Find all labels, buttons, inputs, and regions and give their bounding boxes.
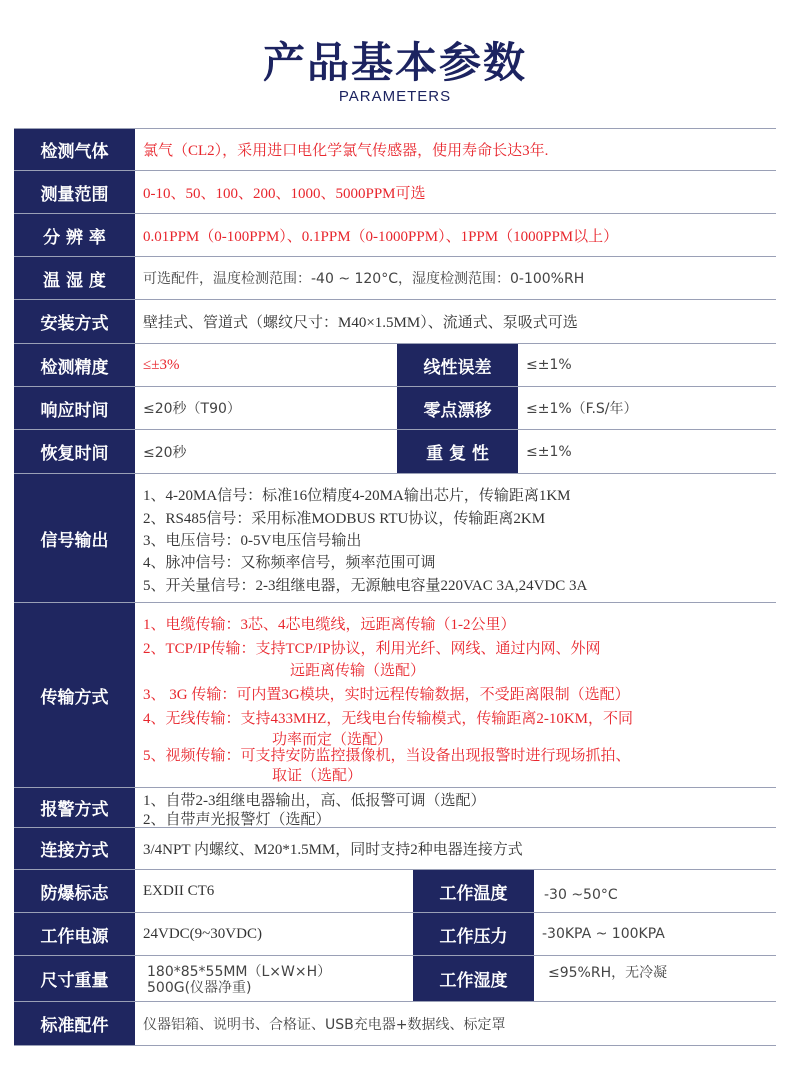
transmission-line: 4、无线传输：支持433MHZ，无线电台传输模式，传输距离2-10KM，不同	[143, 711, 634, 727]
label-transmission: 传输方式	[14, 603, 135, 787]
row-accuracy	[14, 343, 776, 386]
transmission-line: 2、TCP/IP传输：支持TCP/IP协议，利用光纤、网线、通过内网、外网	[143, 641, 601, 657]
row-temp-humidity	[14, 256, 776, 299]
signal-line: 3、电压信号：0-5V电压信号输出	[143, 533, 362, 549]
row-accessories	[14, 1001, 776, 1046]
label-accessories: 标准配件	[14, 1002, 135, 1045]
row-response	[14, 386, 776, 429]
label-size: 尺寸重量	[14, 956, 135, 1001]
row-power	[14, 912, 776, 955]
value-connection: 3/4NPT 内螺纹、M20*1.5MM，同时支持2种电器连接方式	[143, 842, 523, 858]
label-accuracy: 检测精度	[14, 344, 135, 386]
row-signal	[14, 473, 776, 602]
label-explosion: 防爆标志	[14, 870, 135, 912]
value-gas: 氯气（CL2），采用进口电化学氯气传感器，使用寿命长达3年.	[143, 143, 549, 159]
label-install: 安装方式	[14, 300, 135, 343]
transmission-line: 3、 3G 传输：可内置3G模块，实时远程传输数据，不受距离限制（选配）	[143, 687, 630, 703]
label-temp-humidity: 温 湿 度	[14, 257, 135, 299]
value-zero-drift: ≤±1%（F.S/年）	[526, 401, 638, 417]
label-work-pressure: 工作压力	[413, 913, 534, 955]
label-work-humidity: 工作湿度	[413, 956, 534, 1001]
label-zero-drift: 零点漂移	[397, 387, 518, 429]
value-alarm	[135, 788, 776, 827]
row-explosion	[14, 869, 776, 912]
value-work-temp: -30 ~50°C	[544, 887, 618, 903]
value-size	[135, 956, 413, 1001]
signal-line: 4、脉冲信号：又称频率信号，频率范围可调	[143, 555, 436, 571]
row-size	[14, 955, 776, 1001]
row-resolution	[14, 213, 776, 256]
label-linearity: 线性误差	[397, 344, 518, 386]
transmission-line: 取证（选配）	[272, 768, 363, 784]
value-work-humidity: ≤95%RH，无冷凝	[548, 965, 668, 981]
transmission-line: 远距离传输（选配）	[290, 663, 426, 679]
size-dimensions: 180*85*55MM（L×W×H）	[147, 964, 332, 980]
label-work-temp: 工作温度	[413, 870, 534, 912]
value-linearity: ≤±1%	[526, 357, 572, 373]
label-response: 响应时间	[14, 387, 135, 429]
alarm-line: 1、自带2-3组继电器输出，高、低报警可调（选配）	[143, 793, 486, 809]
label-repeatability: 重 复 性	[397, 430, 518, 473]
row-range	[14, 170, 776, 213]
value-work-pressure: -30KPA ~ 100KPA	[542, 926, 665, 942]
transmission-line: 5、视频传输：可支持安防监控摄像机，当设备出现报警时进行现场抓拍、	[143, 748, 631, 764]
row-gas	[14, 128, 776, 170]
signal-line: 1、4-20MA信号：标准16位精度4-20MA输出芯片，传输距离1KM	[143, 488, 571, 504]
value-accessories: 仪器铝箱、说明书、合格证、USB充电器+数据线、标定罩	[143, 1016, 506, 1033]
label-power: 工作电源	[14, 913, 135, 955]
signal-line: 5、开关量信号：2-3组继电器，无源触电容量220VAC 3A,24VDC 3A	[143, 578, 588, 594]
value-repeatability: ≤±1%	[526, 443, 572, 460]
row-connection	[14, 827, 776, 869]
value-response: ≤20秒（T90）	[143, 401, 241, 417]
label-resolution: 分 辨 率	[14, 214, 135, 256]
page-subtitle: PARAMETERS	[338, 88, 452, 105]
value-install: 壁挂式、管道式（螺纹尺寸：M40×1.5MM）、流通式、泵吸式可选	[143, 315, 578, 331]
alarm-line: 2、自带声光报警灯（选配）	[143, 812, 331, 828]
value-recovery: ≤20秒	[143, 444, 187, 461]
label-connection: 连接方式	[14, 828, 135, 869]
value-accuracy: ≤±3%	[143, 356, 180, 373]
label-gas: 检测气体	[14, 129, 135, 170]
page-title: 产品基本参数	[262, 38, 527, 87]
label-alarm: 报警方式	[14, 788, 135, 827]
value-explosion: EXDII CT6	[143, 882, 215, 899]
value-transmission	[135, 603, 776, 787]
value-power: 24VDC(9~30VDC)	[143, 925, 262, 942]
value-temp-humidity: 可选配件，温度检测范围：-40 ~ 120°C，湿度检测范围：0-100%RH	[143, 271, 585, 287]
transmission-line: 功率而定（选配）	[272, 732, 393, 748]
row-alarm	[14, 787, 776, 827]
row-recovery	[14, 429, 776, 473]
row-install	[14, 299, 776, 343]
value-range: 0-10、50、100、200、1000、5000PPM可选	[143, 185, 426, 202]
transmission-line: 1、电缆传输：3芯、4芯电缆线，远距离传输（1-2公里）	[143, 617, 516, 633]
label-signal: 信号输出	[14, 474, 135, 602]
value-signal	[135, 474, 776, 602]
size-weight: 500G(仪器净重)	[147, 980, 252, 996]
label-range: 测量范围	[14, 171, 135, 213]
signal-line: 2、RS485信号：采用标准MODBUS RTU协议，传输距离2KM	[143, 511, 546, 527]
label-recovery: 恢复时间	[14, 430, 135, 473]
row-transmission	[14, 602, 776, 787]
value-resolution: 0.01PPM（0-100PPM）、0.1PPM（0-1000PPM）、1PPM（1000PPM以上）	[143, 228, 619, 245]
